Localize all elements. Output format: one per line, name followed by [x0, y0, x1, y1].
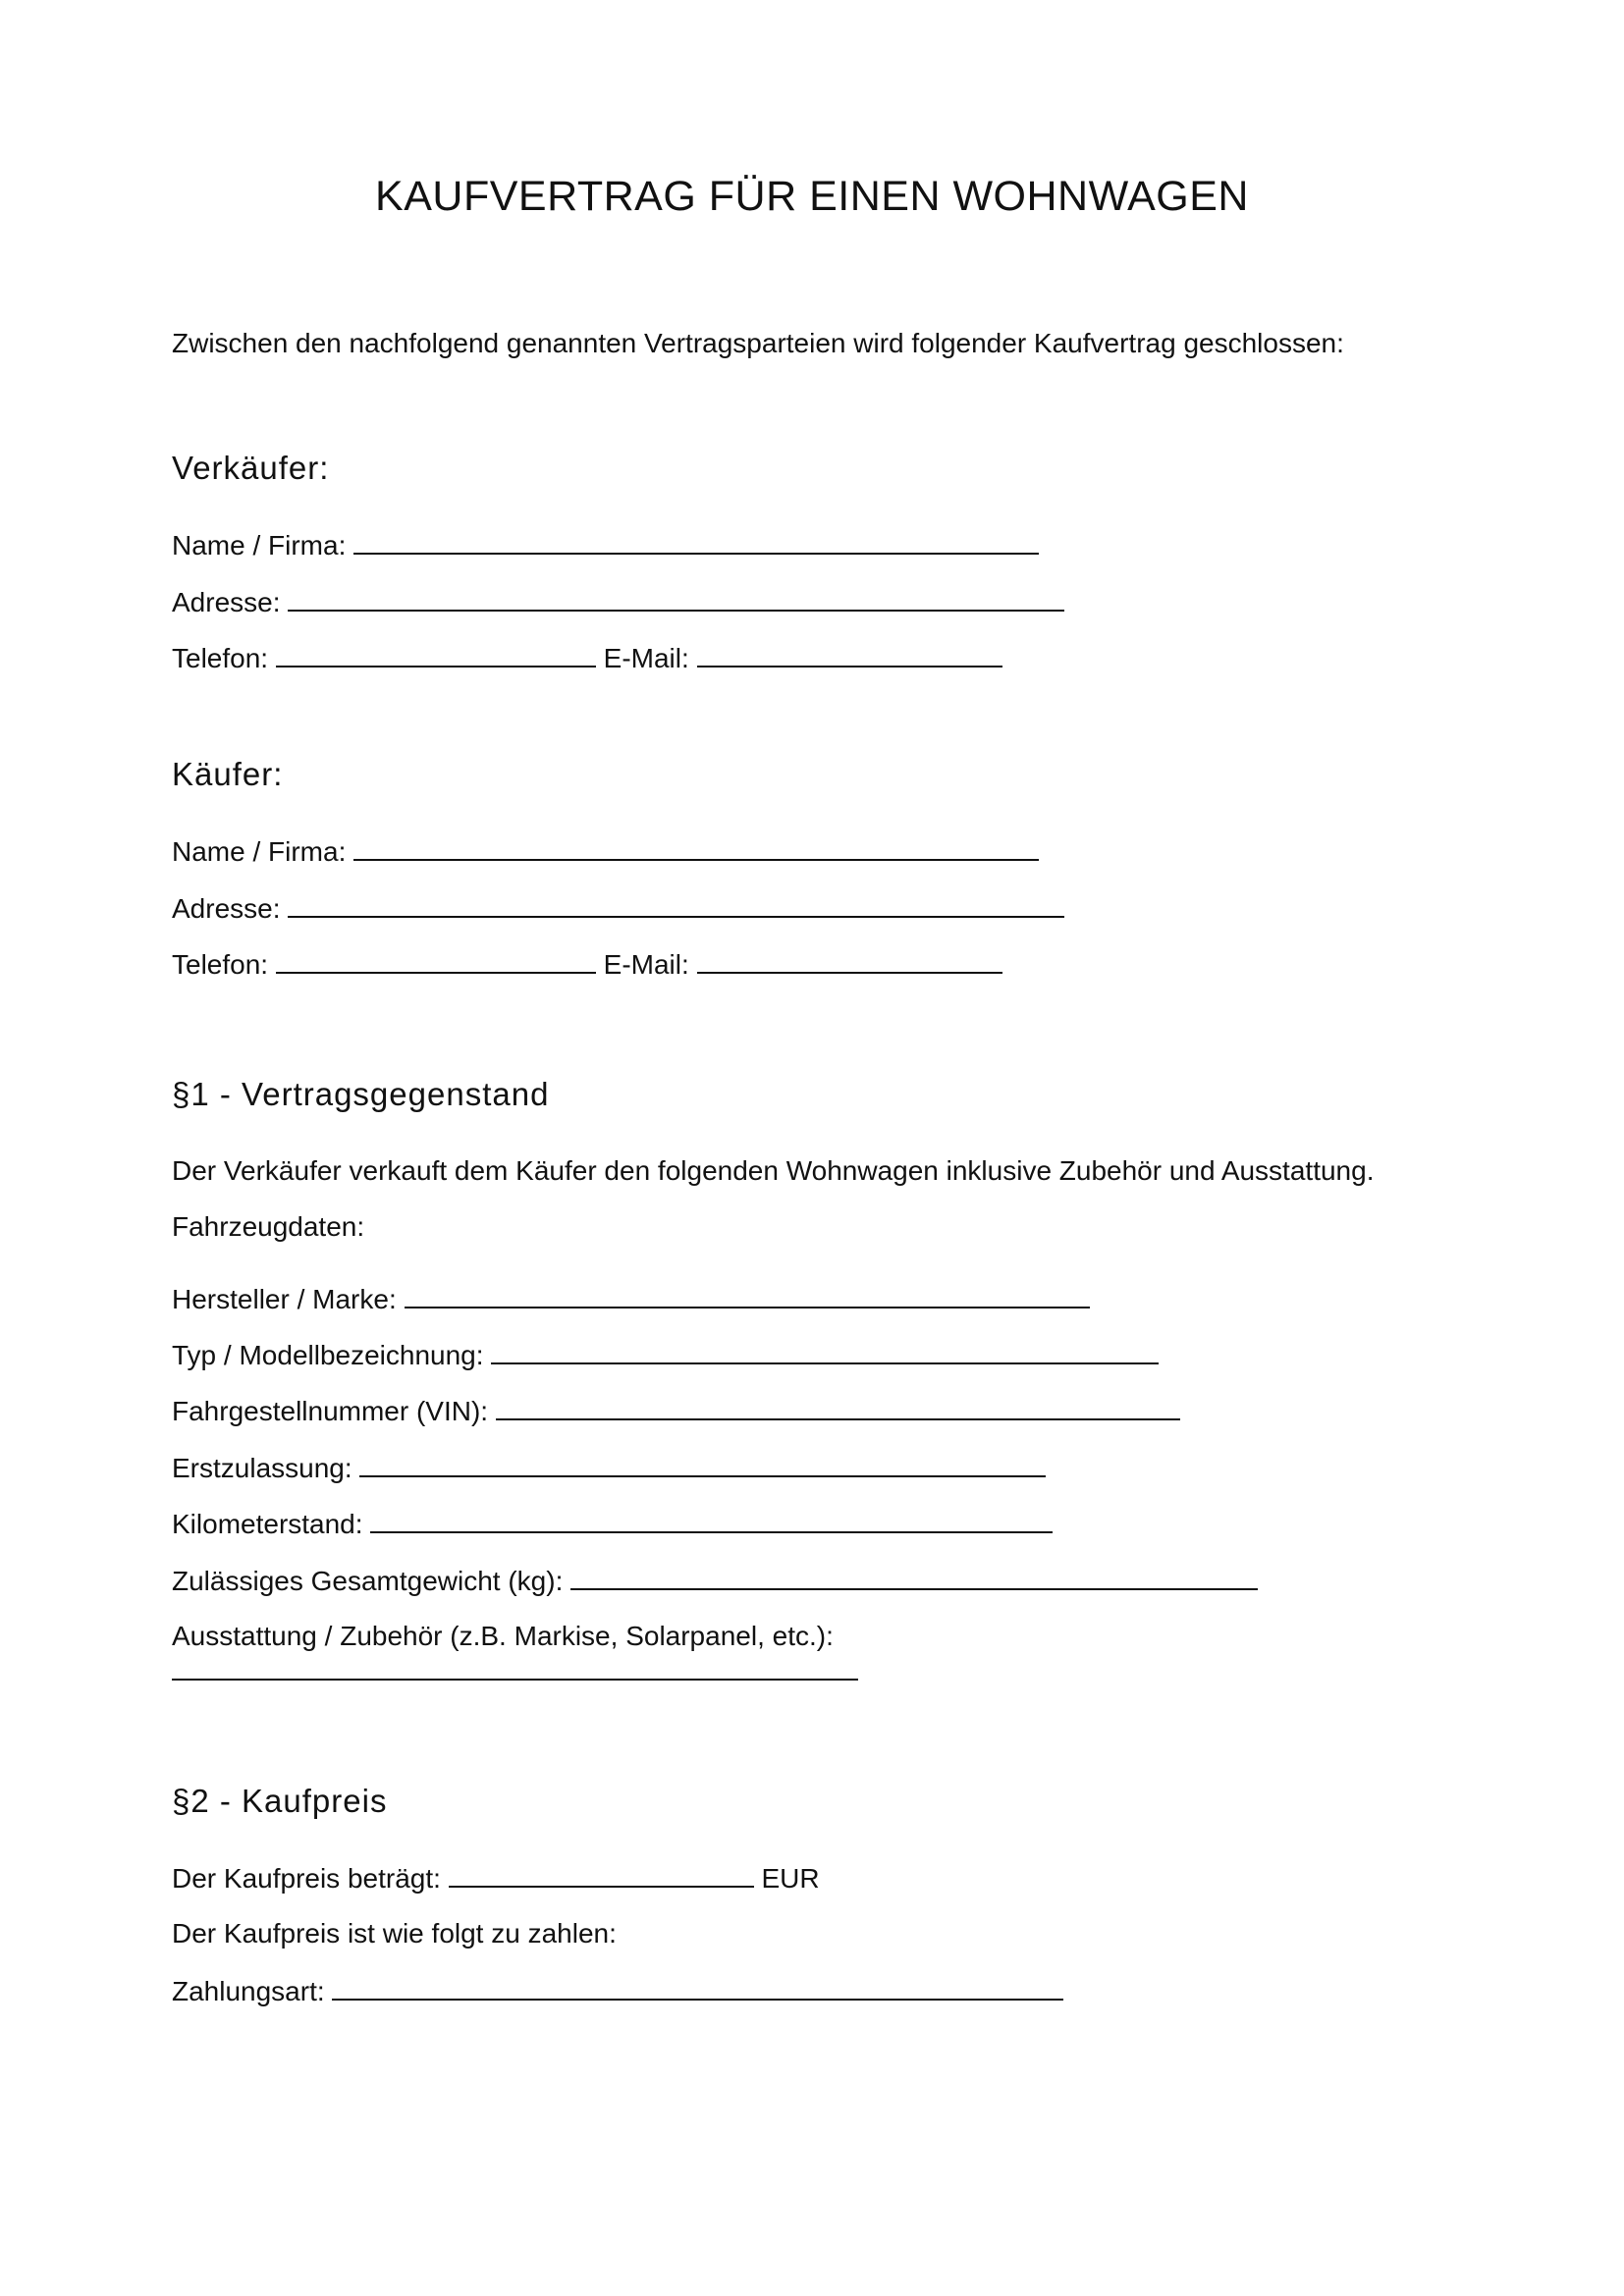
- seller-name-field[interactable]: [353, 527, 1039, 555]
- price-field[interactable]: [449, 1860, 754, 1888]
- payment-method-field[interactable]: [332, 1973, 1063, 2001]
- buyer-email-field[interactable]: [697, 946, 1002, 974]
- document-title: KAUFVERTRAG FÜR EINEN WOHNWAGEN: [375, 173, 1249, 220]
- section1-heading: §1 - Vertragsgegenstand: [172, 1076, 550, 1112]
- buyer-phone-field[interactable]: [276, 946, 596, 974]
- vin-field[interactable]: [496, 1393, 1180, 1420]
- buyer-phone-label: Telefon:: [172, 949, 269, 980]
- seller-address-row: [172, 584, 1064, 620]
- seller-email-field[interactable]: [697, 640, 1002, 667]
- currency-label: EUR: [761, 1863, 820, 1894]
- buyer-address-field[interactable]: [288, 890, 1064, 918]
- buyer-email-label: E-Mail:: [603, 949, 689, 980]
- equipment-field[interactable]: [172, 1679, 858, 1681]
- mileage-label: Kilometerstand:: [172, 1509, 363, 1539]
- manufacturer-row: [172, 1281, 1090, 1317]
- vehicle-data-label: Fahrzeugdaten:: [172, 1211, 365, 1242]
- payment-method-label: Zahlungsart:: [172, 1976, 325, 2006]
- manufacturer-label: Hersteller / Marke:: [172, 1284, 397, 1314]
- seller-heading: Verkäufer:: [172, 450, 330, 486]
- buyer-heading: Käufer:: [172, 756, 284, 792]
- vin-label: Fahrgestellnummer (VIN):: [172, 1396, 489, 1426]
- seller-name-label: Name / Firma:: [172, 530, 347, 561]
- buyer-address-row: [172, 890, 1064, 927]
- payment-method-row: [172, 1973, 1063, 2009]
- price-label: Der Kaufpreis beträgt:: [172, 1863, 441, 1894]
- seller-phone-label: Telefon:: [172, 643, 269, 673]
- seller-phone-field[interactable]: [276, 640, 596, 667]
- mileage-field[interactable]: [370, 1506, 1053, 1533]
- seller-address-label: Adresse:: [172, 587, 281, 617]
- buyer-name-label: Name / Firma:: [172, 836, 347, 867]
- equipment-label: Ausstattung / Zubehör (z.B. Markise, Solarpanel, etc.):: [172, 1621, 834, 1651]
- buyer-name-row: [172, 833, 1039, 870]
- weight-row: [172, 1563, 1258, 1599]
- model-field[interactable]: [491, 1337, 1159, 1364]
- intro-text: Zwischen den nachfolgend genannten Vertragsparteien wird folgender Kaufvertrag geschlossen:: [172, 328, 1344, 358]
- vin-row: [172, 1393, 1180, 1429]
- payment-text: Der Kaufpreis ist wie folgt zu zahlen:: [172, 1918, 617, 1949]
- registration-field[interactable]: [359, 1450, 1046, 1477]
- seller-name-row: [172, 527, 1039, 563]
- seller-address-field[interactable]: [288, 584, 1064, 612]
- registration-label: Erstzulassung:: [172, 1453, 352, 1483]
- manufacturer-field[interactable]: [405, 1281, 1090, 1308]
- weight-field[interactable]: [570, 1563, 1258, 1590]
- seller-contact-row: [172, 640, 1002, 676]
- section2-heading: §2 - Kaufpreis: [172, 1783, 388, 1819]
- model-row: [172, 1337, 1159, 1373]
- weight-label: Zulässiges Gesamtgewicht (kg):: [172, 1566, 564, 1596]
- buyer-contact-row: [172, 946, 1002, 983]
- mileage-row: [172, 1506, 1053, 1542]
- buyer-name-field[interactable]: [353, 833, 1039, 861]
- price-row: [172, 1860, 820, 1896]
- model-label: Typ / Modellbezeichnung:: [172, 1340, 484, 1370]
- seller-email-label: E-Mail:: [603, 643, 689, 673]
- registration-row: [172, 1450, 1046, 1486]
- section1-text: Der Verkäufer verkauft dem Käufer den folgenden Wohnwagen inklusive Zubehör und Ausstattung.: [172, 1155, 1375, 1186]
- buyer-address-label: Adresse:: [172, 893, 281, 924]
